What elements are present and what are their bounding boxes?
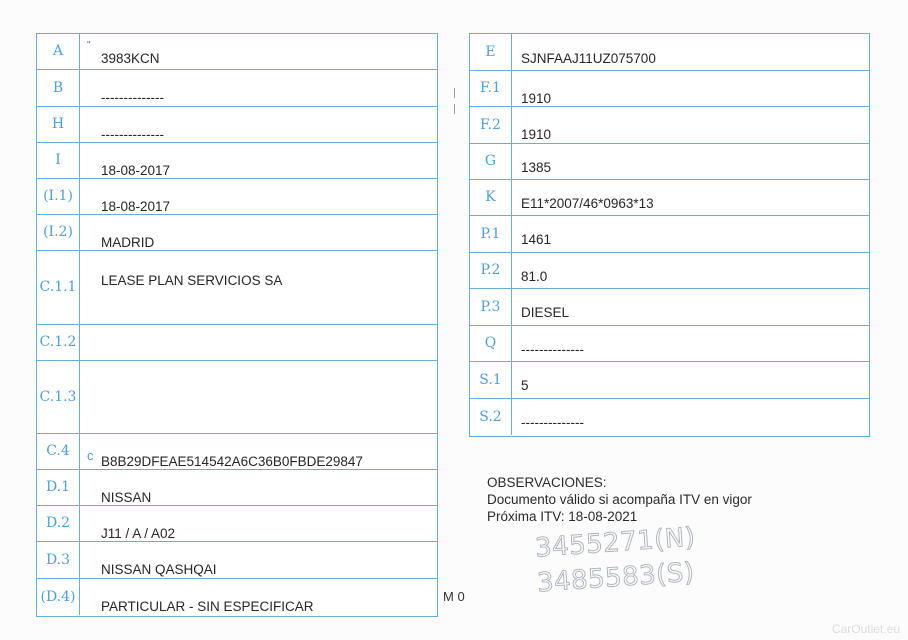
right-row (470, 253, 869, 289)
left-field-value: -------------- (101, 90, 164, 105)
footer-code: M 0 (443, 589, 465, 604)
right-field-code: P.1 (470, 216, 512, 252)
right-field-code: F.1 (470, 71, 512, 106)
left-row (37, 179, 437, 215)
right-field-code: F.2 (470, 107, 512, 143)
right-row (470, 399, 869, 435)
left-field-value: 3983KCN (101, 51, 160, 66)
left-row (37, 542, 437, 579)
right-field-code: P.3 (470, 289, 512, 325)
left-field-code: C.1.2 (37, 325, 80, 360)
left-row (37, 361, 437, 434)
observations-title: OBSERVACIONES: (487, 475, 607, 490)
margin-tick (454, 88, 455, 98)
left-field-code: D.1 (37, 470, 80, 505)
left-row (37, 325, 437, 361)
right-row (470, 107, 869, 144)
left-row (37, 470, 437, 506)
left-row (37, 34, 437, 70)
left-row (37, 143, 437, 179)
observations-block (487, 474, 752, 525)
left-row (37, 70, 437, 107)
right-row (470, 326, 869, 362)
left-field-value: J11 / A / A02 (101, 526, 176, 541)
right-field-code: G (470, 144, 512, 179)
left-field-value: MADRID (101, 235, 155, 250)
observations-line-1: Documento válido si acompaña ITV en vigor (487, 492, 752, 507)
left-field-code: D.3 (37, 542, 80, 578)
right-data-table (469, 33, 870, 437)
right-field-value: E11*2007/46*0963*13 (521, 196, 654, 211)
left-field-value: 18-08-2017 (101, 163, 171, 178)
left-field-value: NISSAN (101, 490, 152, 505)
left-field-code: A (37, 34, 80, 69)
right-row (470, 216, 869, 253)
right-field-value: -------------- (521, 342, 584, 357)
left-field-code: C.1.3 (37, 361, 80, 433)
right-field-value: -------------- (521, 415, 584, 430)
right-field-code: P.2 (470, 253, 512, 288)
right-field-value: 5 (521, 378, 529, 393)
a-field-mark: " (87, 40, 91, 51)
left-field-code: (D.4) (37, 579, 80, 615)
right-field-value: 1461 (521, 232, 552, 247)
left-field-value: LEASE PLAN SERVICIOS SA (101, 273, 283, 288)
left-row (37, 434, 437, 470)
left-field-code: C.4 (37, 434, 80, 469)
left-row (37, 506, 437, 542)
right-field-value: SJNFAAJ11UZ075700 (521, 51, 656, 66)
left-field-code: (I.1) (37, 179, 80, 214)
right-row (470, 71, 869, 107)
observations-line-2: Próxima ITV: 18-08-2021 (487, 509, 638, 524)
watermark: CarOutlet.eu (831, 622, 900, 636)
right-field-code: S.2 (470, 399, 512, 435)
left-field-value: NISSAN QASHQAI (101, 562, 217, 577)
right-field-value: 1385 (521, 160, 552, 175)
right-row (470, 180, 869, 216)
left-field-code: D.2 (37, 506, 80, 541)
right-row (470, 144, 869, 180)
left-row (37, 251, 437, 325)
handwritten-note-2: 3485583(S) (536, 557, 696, 599)
right-field-value: 1910 (521, 91, 552, 106)
right-field-code: K (470, 180, 512, 215)
handwritten-note-1: 3455271(N) (534, 522, 697, 564)
left-field-value: -------------- (101, 127, 164, 142)
left-data-table (36, 33, 438, 617)
right-field-code: S.1 (470, 362, 512, 398)
right-field-code: E (470, 34, 512, 70)
right-field-code: Q (470, 326, 512, 361)
left-field-code: H (37, 107, 80, 142)
left-field-value: 18-08-2017 (101, 199, 171, 214)
left-field-value: B8B29DFEAE514542A6C36B0FBDE29847 (101, 454, 363, 469)
left-field-code: (I.2) (37, 215, 80, 250)
left-field-code: I (37, 143, 80, 178)
c4-field-mark: c (87, 448, 94, 463)
left-row (37, 579, 437, 615)
right-row (470, 289, 869, 326)
right-field-value: 81.0 (521, 269, 548, 284)
left-row (37, 215, 437, 251)
left-field-code: C.1.1 (37, 251, 80, 324)
left-field-code: B (37, 70, 80, 106)
left-field-value: PARTICULAR - SIN ESPECIFICAR (101, 599, 314, 614)
right-row (470, 34, 869, 71)
right-field-value: 1910 (521, 127, 552, 142)
margin-tick (454, 104, 455, 114)
right-row (470, 362, 869, 399)
left-row (37, 107, 437, 143)
right-field-value: DIESEL (521, 305, 570, 320)
